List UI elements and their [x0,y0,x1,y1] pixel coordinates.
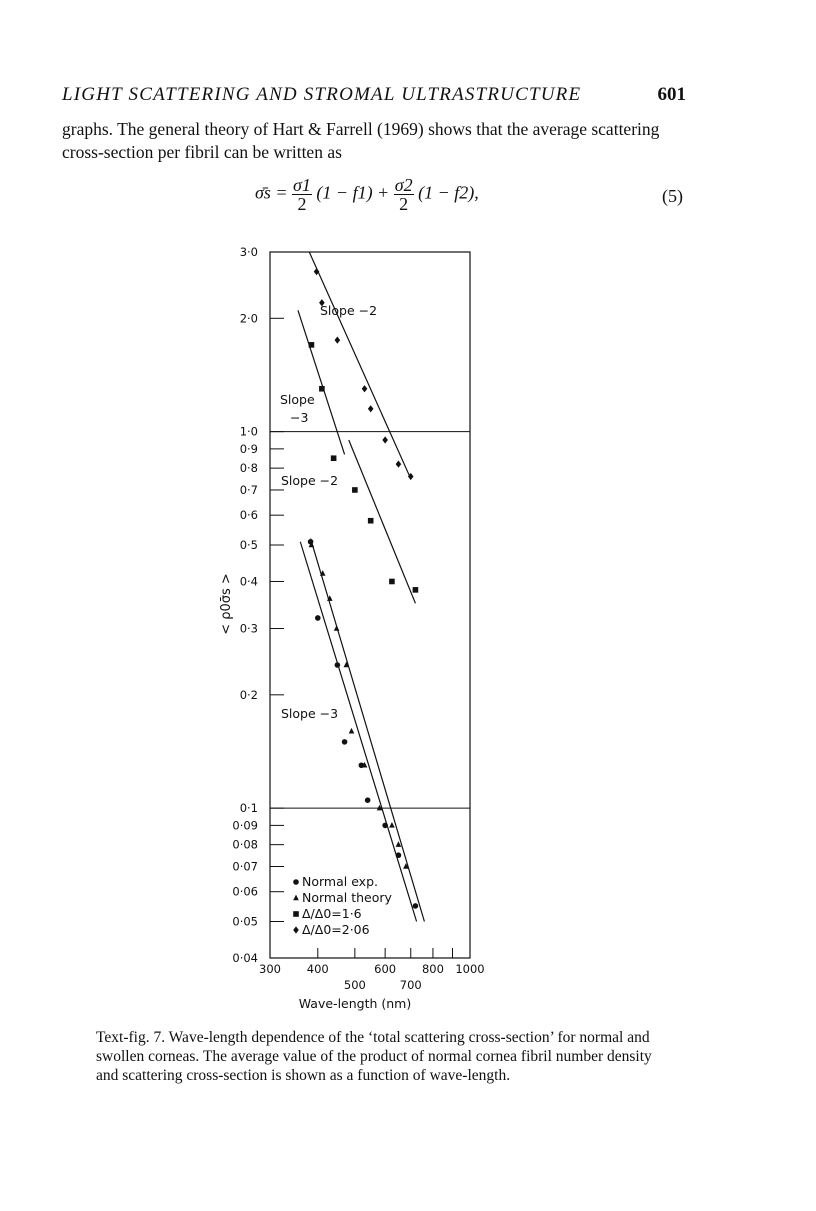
y-tick-label: 0·1 [239,801,258,816]
y-tick-label: 0·06 [232,884,258,899]
reference-lines [270,432,470,809]
fraction-denominator: 2 [399,194,409,214]
fraction-denominator: 2 [297,194,307,214]
body-paragraph: graphs. The general theory of Hart & Farrell (1969) shows that the average scattering cross-section per fibril can be written as [62,119,660,162]
y-tick-label: 0·7 [239,482,258,497]
annotation-slope-3-lower: Slope −3 [281,706,339,721]
equation-lhs: σ̄s = [255,182,288,203]
data-points [308,268,418,909]
y-tick-label: 1·0 [239,424,258,439]
y-tick-label: 0·07 [232,859,258,874]
data-point-square [309,342,315,348]
equation-number: (5) [662,186,683,206]
running-header [62,84,686,106]
legend-marker-triangle [293,895,299,901]
data-point-diamond [314,268,320,275]
figure-caption: Text-fig. 7. Wave-length dependence of the ‘total scattering cross-section’ for normal and swollen corneas. The average value of the product of normal cornea fibril number density and scattering cross-section is shown as a function of wave-length. [96,1029,652,1084]
x-tick-label: 1000 [455,962,485,976]
data-point-triangle [389,822,395,828]
data-point-circle [335,662,341,668]
y-tick-label: 0·3 [239,621,258,636]
y-tick-label: 0·09 [232,818,258,833]
y-tick-label: 0·6 [239,508,258,523]
data-point-circle [382,823,388,829]
legend-marker-diamond [293,926,299,933]
data-point-diamond [335,337,341,344]
figure-7 [200,240,500,1020]
fit-line [309,252,410,479]
annotation-slope-2-upper: Slope −2 [320,303,378,318]
data-point-diamond [382,436,388,443]
annotation-slope-3-upper: Slope [280,392,315,407]
x-tick-label: 700 [399,978,422,992]
data-point-diamond [362,385,368,392]
legend-marker-square [293,911,299,917]
data-point-circle [342,739,348,745]
legend-marker-circle [293,879,299,885]
y-tick-label: 2·0 [239,311,258,326]
y-axis-ticks [232,245,284,965]
y-tick-label: 0·04 [232,951,258,965]
data-point-circle [396,852,402,858]
y-tick-label: 0·2 [239,687,258,702]
x-axis-label: Wave-length (nm) [298,996,412,1011]
fraction-numerator: σ2 [394,175,413,195]
equation-term2: (1 − f2), [418,182,479,203]
scatter-chart [200,240,500,1020]
fit-line [311,539,425,922]
equation-5 [255,176,479,216]
legend-label-normal-exp: Normal exp. [302,874,378,889]
data-point-triangle [334,625,340,631]
data-point-circle [365,797,371,803]
y-tick-label: 3·0 [239,245,258,259]
x-tick-label: 800 [421,962,444,976]
y-tick-label: 0·9 [239,441,258,456]
data-point-circle [315,615,321,621]
data-point-square [413,587,419,593]
y-axis-label: < ρ0σ̄s > [219,573,234,635]
fraction-sigma2 [394,176,414,213]
legend [293,874,392,937]
data-point-square [352,487,358,493]
fraction-sigma1 [292,176,312,213]
data-point-square [319,386,325,392]
fit-line [298,310,345,454]
data-point-diamond [368,405,374,412]
equation-term1: (1 − f1) + [316,182,390,203]
y-tick-label: 0·08 [232,837,258,852]
annotation-slope-3-upper-value: −3 [290,410,309,425]
plot-frame [270,252,470,958]
fit-line [349,440,416,603]
plot-border [270,252,470,958]
fit-line [300,542,416,922]
data-point-square [331,455,337,461]
fraction-numerator: σ1 [293,175,311,195]
legend-label-ratio-1-6: Δ/Δ0=1·6 [302,906,362,921]
x-tick-label: 400 [306,962,329,976]
data-point-diamond [396,460,402,467]
x-axis-ticks [259,948,485,992]
data-point-triangle [349,728,355,734]
y-tick-label: 0·5 [239,537,258,552]
annotation-slope-2-lower: Slope −2 [281,473,339,488]
y-tick-label: 0·8 [239,461,258,476]
running-title: LIGHT SCATTERING AND STROMAL ULTRASTRUCTURE [62,84,582,105]
legend-label-ratio-2-06: Δ/Δ0=2·06 [302,922,370,937]
fit-lines [298,252,424,922]
x-tick-label: 500 [343,978,366,992]
legend-label-normal-theory: Normal theory [302,890,392,905]
y-tick-label: 0·05 [232,914,258,929]
data-point-square [368,518,374,524]
x-tick-label: 300 [259,962,281,976]
page-number: 601 [657,84,686,105]
data-point-circle [413,903,419,909]
x-tick-label: 600 [374,962,397,976]
data-point-square [389,579,395,585]
y-tick-label: 0·4 [239,574,258,589]
